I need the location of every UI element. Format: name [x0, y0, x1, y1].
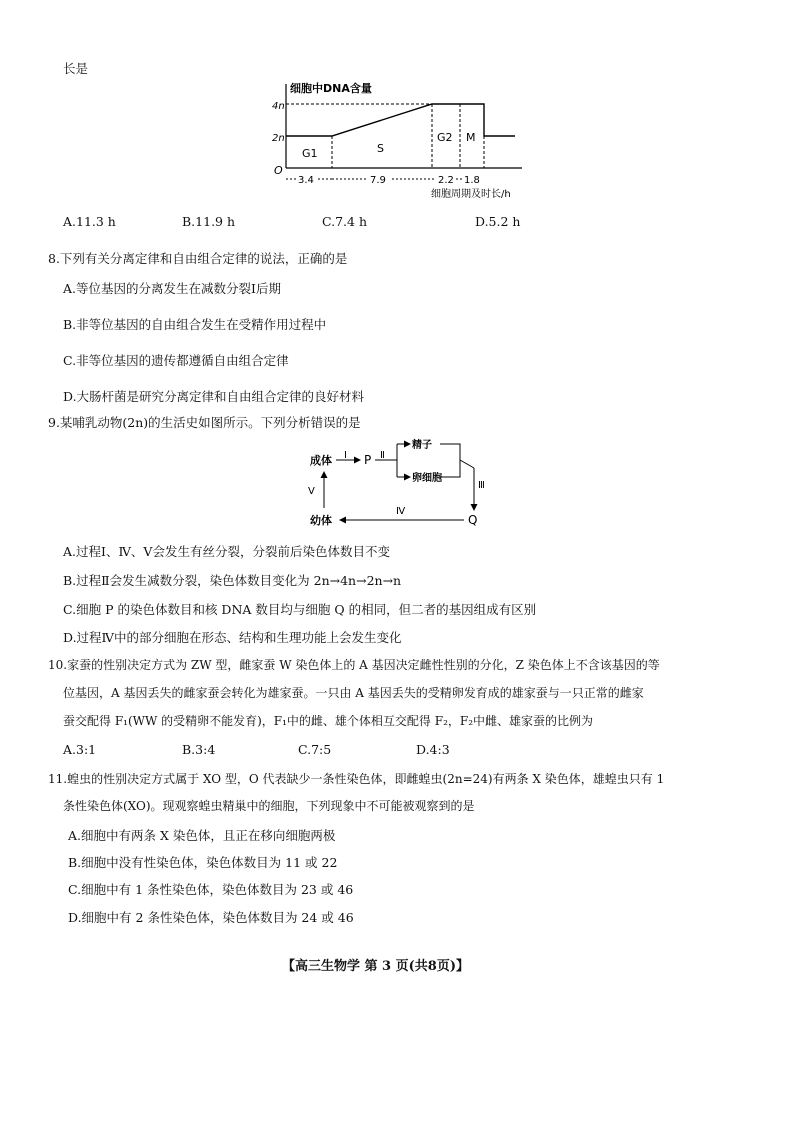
node-juvenile: 幼体	[310, 514, 332, 527]
merge-bracket	[440, 444, 460, 477]
q10-option-a: A.3:1	[63, 742, 97, 757]
phase-label-g2: G2	[437, 131, 453, 144]
q11-option-a: A.细胞中有两条 X 染色体，且正在移向细胞两极	[68, 828, 336, 843]
label-process-iii: Ⅲ	[478, 480, 485, 491]
merge-connector	[460, 460, 474, 468]
q9-option-c: C.细胞 P 的染色体数目和核 DNA 数目均与细胞 Q 的相同，但二者的基因组成有区别	[63, 602, 537, 617]
label-process-i: Ⅰ	[344, 450, 347, 461]
duration-s: 7.9	[370, 175, 386, 186]
question-7-fragment: 长是	[63, 61, 89, 76]
dna-curve	[286, 104, 515, 136]
q7-option-b: B.11.9 h	[182, 214, 236, 229]
q9-option-a: A.过程Ⅰ、Ⅳ、Ⅴ会发生有丝分裂，分裂前后染色体数目不变	[63, 544, 390, 559]
q8-option-a: A.等位基因的分离发生在减数分裂Ⅰ后期	[63, 281, 281, 296]
q8-option-b: B.非等位基因的自由组合发生在受精作用过程中	[63, 317, 327, 332]
phase-label-g1: G1	[302, 147, 318, 160]
node-egg: 卵细胞	[412, 473, 442, 484]
q9-option-d: D.过程Ⅳ中的部分细胞在形态、结构和生理功能上会发生变化	[63, 630, 402, 645]
node-sperm: 精子	[412, 440, 432, 451]
ytick-4n: 4n	[272, 101, 285, 112]
node-p: P	[364, 453, 372, 467]
q10-stem-line-2: 位基因，A 基因丢失的雌家蚕会转化为雄家蚕。一只由 A 基因丢失的受精卵发育成的雄家蚕与一只正常的雌家	[63, 686, 644, 700]
node-adult: 成体	[310, 454, 332, 467]
label-process-ii: Ⅱ	[380, 450, 385, 461]
label-process-iv: Ⅳ	[396, 506, 406, 517]
q7-option-d: D.5.2 h	[475, 214, 521, 229]
label-process-v: Ⅴ	[308, 486, 315, 497]
phase-label-m: M	[466, 131, 476, 144]
dna-content-chart	[270, 78, 540, 203]
q10-option-c: C.7:5	[298, 742, 332, 757]
q11-option-b: B.细胞中没有性染色体，染色体数目为 11 或 22	[68, 855, 338, 870]
q8-option-d: D.大肠杆菌是研究分离定律和自由组合定律的良好材料	[63, 389, 365, 404]
ytick-origin: O	[274, 164, 283, 177]
q10-stem-line-1: 10.家蚕的性别决定方式为 ZW 型，雌家蚕 W 染色体上的 A 基因决定雌性性别的分化，Z 染色体上不含该基因的等	[48, 658, 660, 672]
q8-option-c: C.非等位基因的遗传都遵循自由组合定律	[63, 353, 289, 368]
q7-option-a: A.11.3 h	[63, 214, 116, 229]
q10-option-b: B.3:4	[182, 742, 216, 757]
duration-g2: 2.2	[438, 175, 454, 186]
q8-stem: 8.下列有关分离定律和自由组合定律的说法，正确的是	[48, 251, 348, 266]
life-cycle-diagram	[300, 432, 500, 532]
duration-g1: 3.4	[298, 175, 314, 186]
q9-option-b: B.过程Ⅱ会发生减数分裂，染色体数目变化为 2n→4n→2n→n	[63, 573, 402, 588]
page-footer: 【高三生物学 第 3 页(共8页)】	[282, 959, 469, 974]
phase-label-s: S	[377, 142, 384, 155]
q7-option-c: C.7.4 h	[322, 214, 367, 229]
ytick-2n: 2n	[272, 133, 285, 144]
chart-ylabel: 细胞中DNA含量	[290, 82, 372, 95]
q11-stem-line-1: 11.蝗虫的性别决定方式属于 XO 型，O 代表缺少一条性染色体，即雌蝗虫(2n=24)有两条 X 染色体，雄蝗虫只有 1	[48, 772, 665, 786]
q11-option-c: C.细胞中有 1 条性染色体，染色体数目为 23 或 46	[68, 882, 354, 897]
q10-stem-line-3: 蚕交配得 F₁(WW 的受精卵不能发育)，F₁中的雌、雄个体相互交配得 F₂，F₂中雌、雄家蚕的比例为	[63, 714, 594, 728]
q9-stem: 9.某哺乳动物(2n)的生活史如图所示。下列分析错误的是	[48, 415, 361, 430]
chart-xlabel: 细胞周期及时长/h	[431, 189, 511, 200]
duration-m: 1.8	[464, 175, 480, 186]
q11-option-d: D.细胞中有 2 条性染色体，染色体数目为 24 或 46	[68, 910, 354, 925]
node-q: Q	[468, 513, 478, 527]
q10-option-d: D.4:3	[416, 742, 450, 757]
q11-stem-line-2: 条性染色体(XO)。现观察蝗虫精巢中的细胞，下列现象中不可能被观察到的是	[63, 799, 475, 813]
